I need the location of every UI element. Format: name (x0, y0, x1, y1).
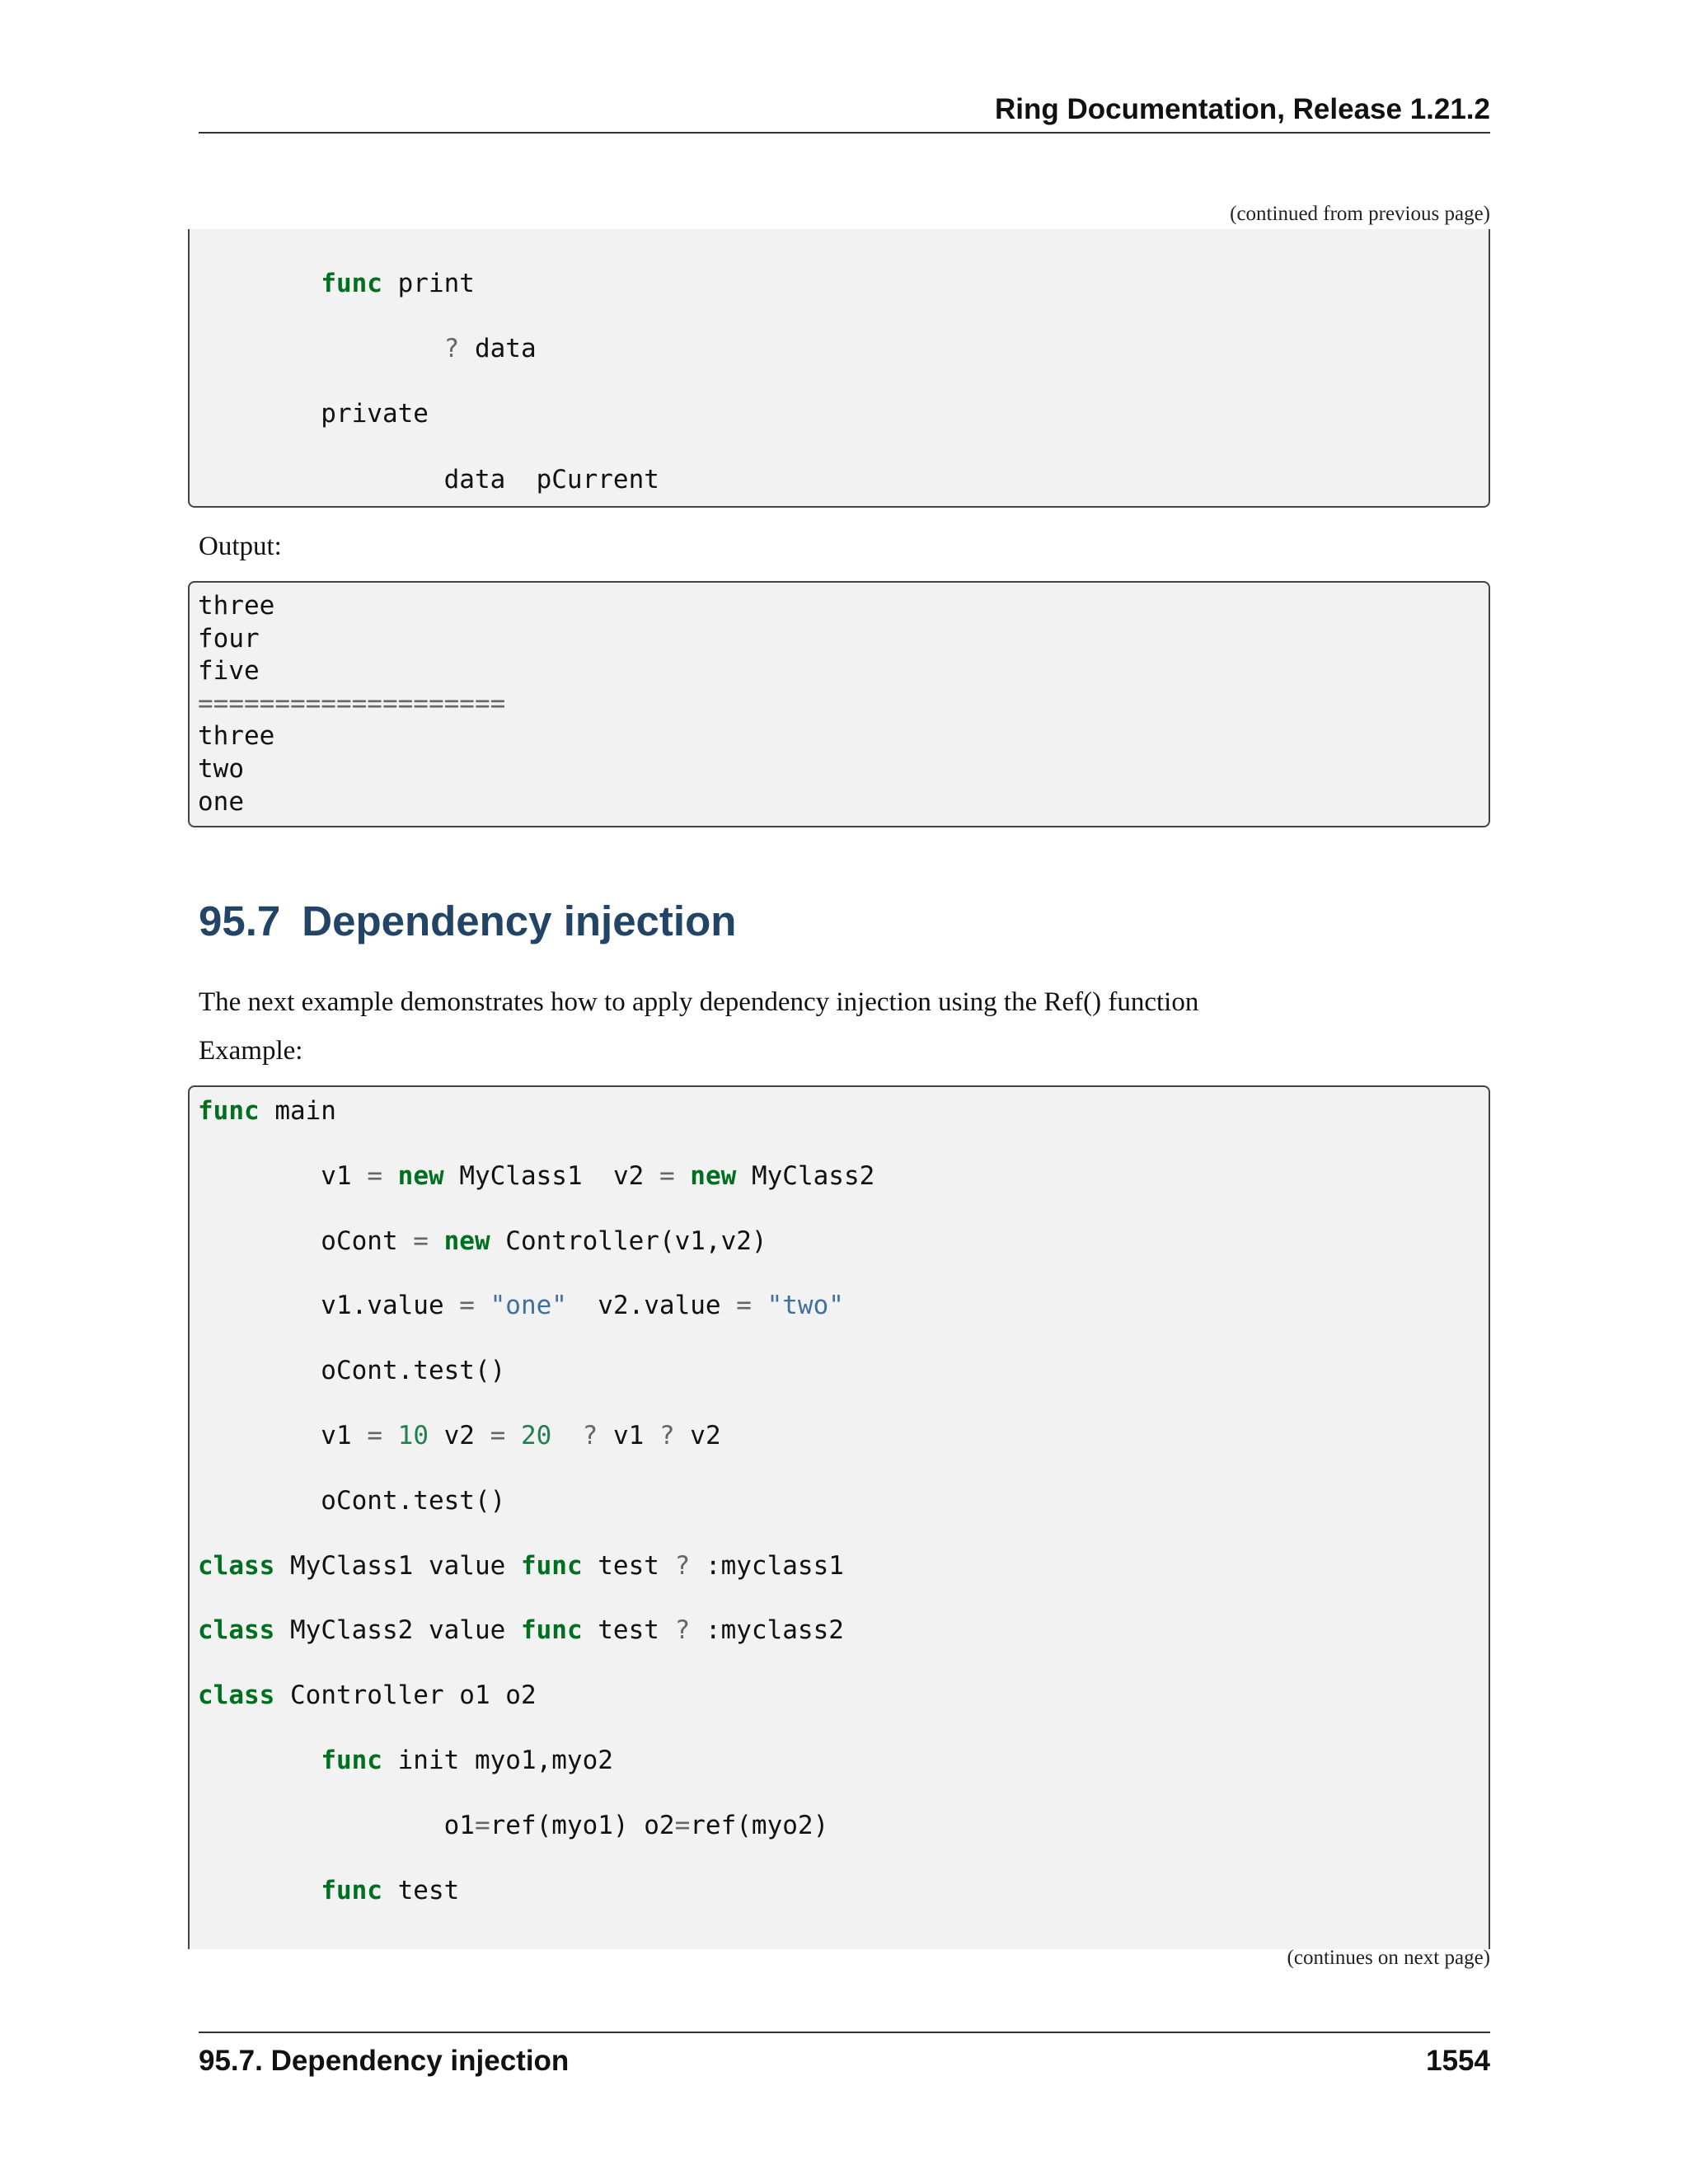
code-token (198, 1876, 321, 1905)
code-token: ? (582, 1421, 598, 1451)
code-line (198, 1225, 767, 1258)
code-token: ==================== (198, 688, 506, 719)
code-token: v2 (428, 1421, 490, 1451)
code-token: MyClass2 (736, 1160, 875, 1191)
code-token: data (459, 334, 537, 364)
code-line (198, 267, 475, 300)
code-token: one (198, 786, 244, 817)
code-token: :myclass2 (690, 1615, 844, 1646)
code-token: class (198, 1550, 275, 1581)
code-token: ref(myo2) (690, 1810, 829, 1840)
section-heading (199, 897, 736, 945)
code-token: func (198, 1096, 260, 1126)
code-token (675, 1161, 691, 1191)
code-token: v1 (598, 1421, 659, 1451)
code-token: func (520, 1615, 583, 1646)
footer-section: 95.7. Dependency injection (199, 2045, 570, 2077)
code-token: = (474, 1810, 490, 1840)
code-token: :myclass1 (690, 1550, 844, 1581)
code-token: data pCurrent (198, 464, 659, 494)
code-token: = (674, 1810, 691, 1840)
code-line (198, 1549, 844, 1582)
code-token: init myo1,myo2 (382, 1746, 613, 1775)
code-token: = (490, 1421, 506, 1451)
code-line (198, 654, 260, 687)
code-token: print (382, 269, 475, 298)
code-block-continued (188, 229, 1490, 508)
code-line (198, 1354, 505, 1387)
code-line (198, 785, 244, 818)
code-token: new (443, 1226, 490, 1256)
code-line (198, 752, 244, 785)
section-title: Dependency injection (302, 898, 737, 944)
code-token: five (198, 656, 260, 687)
code-line (198, 1679, 537, 1712)
page-footer (199, 2032, 1490, 2083)
code-token (752, 1291, 767, 1320)
code-line (198, 1484, 505, 1517)
code-token: new (397, 1160, 444, 1191)
code-line (198, 1094, 336, 1127)
code-token: oCont (198, 1226, 414, 1256)
code-token: func (321, 1875, 382, 1905)
code-token: = (736, 1291, 752, 1321)
code-line (198, 332, 537, 365)
code-line (198, 622, 260, 655)
code-token: three (198, 591, 275, 621)
page-header (199, 91, 1490, 134)
footer-page-number: 1554 (1426, 2045, 1490, 2077)
code-token: oCont.test() (198, 1356, 506, 1386)
code-token: func (321, 269, 382, 298)
code-token (198, 334, 444, 363)
code-line (198, 719, 274, 752)
code-token (198, 269, 321, 298)
code-token: v1 (198, 1421, 368, 1451)
code-block-example (188, 1085, 1490, 1949)
code-token: v2 (674, 1421, 721, 1451)
code-token: o1 (198, 1810, 475, 1840)
code-token: Controller(v1,v2) (490, 1226, 767, 1256)
code-line (198, 463, 659, 496)
code-token: MyClass1 v2 (443, 1160, 659, 1191)
code-token: MyClass2 value (274, 1615, 521, 1646)
code-token: func (321, 1746, 382, 1775)
code-token: three (198, 721, 275, 752)
code-token (429, 1226, 444, 1256)
code-token: v1 (198, 1160, 368, 1191)
code-line (198, 397, 429, 430)
code-token: test (382, 1875, 460, 1905)
code-token: oCont.test() (198, 1485, 506, 1516)
code-token: = (413, 1226, 429, 1256)
code-line (198, 1419, 721, 1452)
code-token: new (690, 1160, 737, 1191)
code-line (198, 1160, 874, 1193)
code-token: "two" (767, 1291, 844, 1321)
code-token: = (367, 1421, 382, 1451)
code-token (382, 1421, 398, 1451)
code-token: = (659, 1160, 675, 1191)
intro-paragraph: The next example demonstrates how to apply dependency injection using the Ref() function (199, 987, 1199, 1017)
output-label: Output: (199, 532, 282, 561)
code-token: = (459, 1291, 475, 1321)
code-token: v2.value (566, 1291, 737, 1321)
code-token: Controller o1 o2 (274, 1680, 537, 1711)
code-token: class (198, 1680, 275, 1711)
code-token: ref(myo1) o2 (490, 1810, 675, 1840)
code-token: MyClass1 value (274, 1550, 521, 1581)
code-token (551, 1421, 582, 1451)
code-token: ? (674, 1550, 691, 1581)
code-token: four (198, 623, 260, 654)
code-token: func (520, 1550, 583, 1581)
code-token: 10 (397, 1421, 429, 1451)
code-line (198, 687, 505, 720)
code-token: = (367, 1160, 382, 1191)
continues-on-note: (continues on next page) (1287, 1947, 1490, 1969)
code-token: ? (659, 1421, 675, 1451)
code-token (475, 1291, 490, 1320)
continued-from-note: (continued from previous page) (1230, 203, 1490, 225)
code-token: class (198, 1615, 275, 1646)
code-token: 20 (520, 1421, 552, 1451)
code-token: v1.value (198, 1291, 460, 1321)
section-number: 95.7 (199, 898, 281, 944)
code-token: ? (674, 1615, 691, 1646)
code-token: test (582, 1550, 675, 1581)
code-token: two (198, 754, 244, 784)
header-title: Ring Documentation, Release 1.21.2 (994, 93, 1490, 125)
code-token (198, 1746, 321, 1775)
code-line (198, 1744, 613, 1777)
code-token: test (582, 1615, 675, 1646)
code-token: private (198, 399, 429, 429)
code-line (198, 1289, 844, 1322)
code-line (198, 589, 274, 622)
code-token: "one" (490, 1291, 567, 1321)
code-line (198, 1874, 459, 1907)
code-token: ? (443, 334, 460, 364)
code-line (198, 1614, 844, 1647)
example-label: Example: (199, 1036, 303, 1066)
output-block (188, 581, 1490, 827)
code-line (198, 1809, 828, 1842)
code-token (505, 1421, 521, 1451)
code-token (382, 1161, 398, 1191)
code-token: main (259, 1096, 336, 1126)
